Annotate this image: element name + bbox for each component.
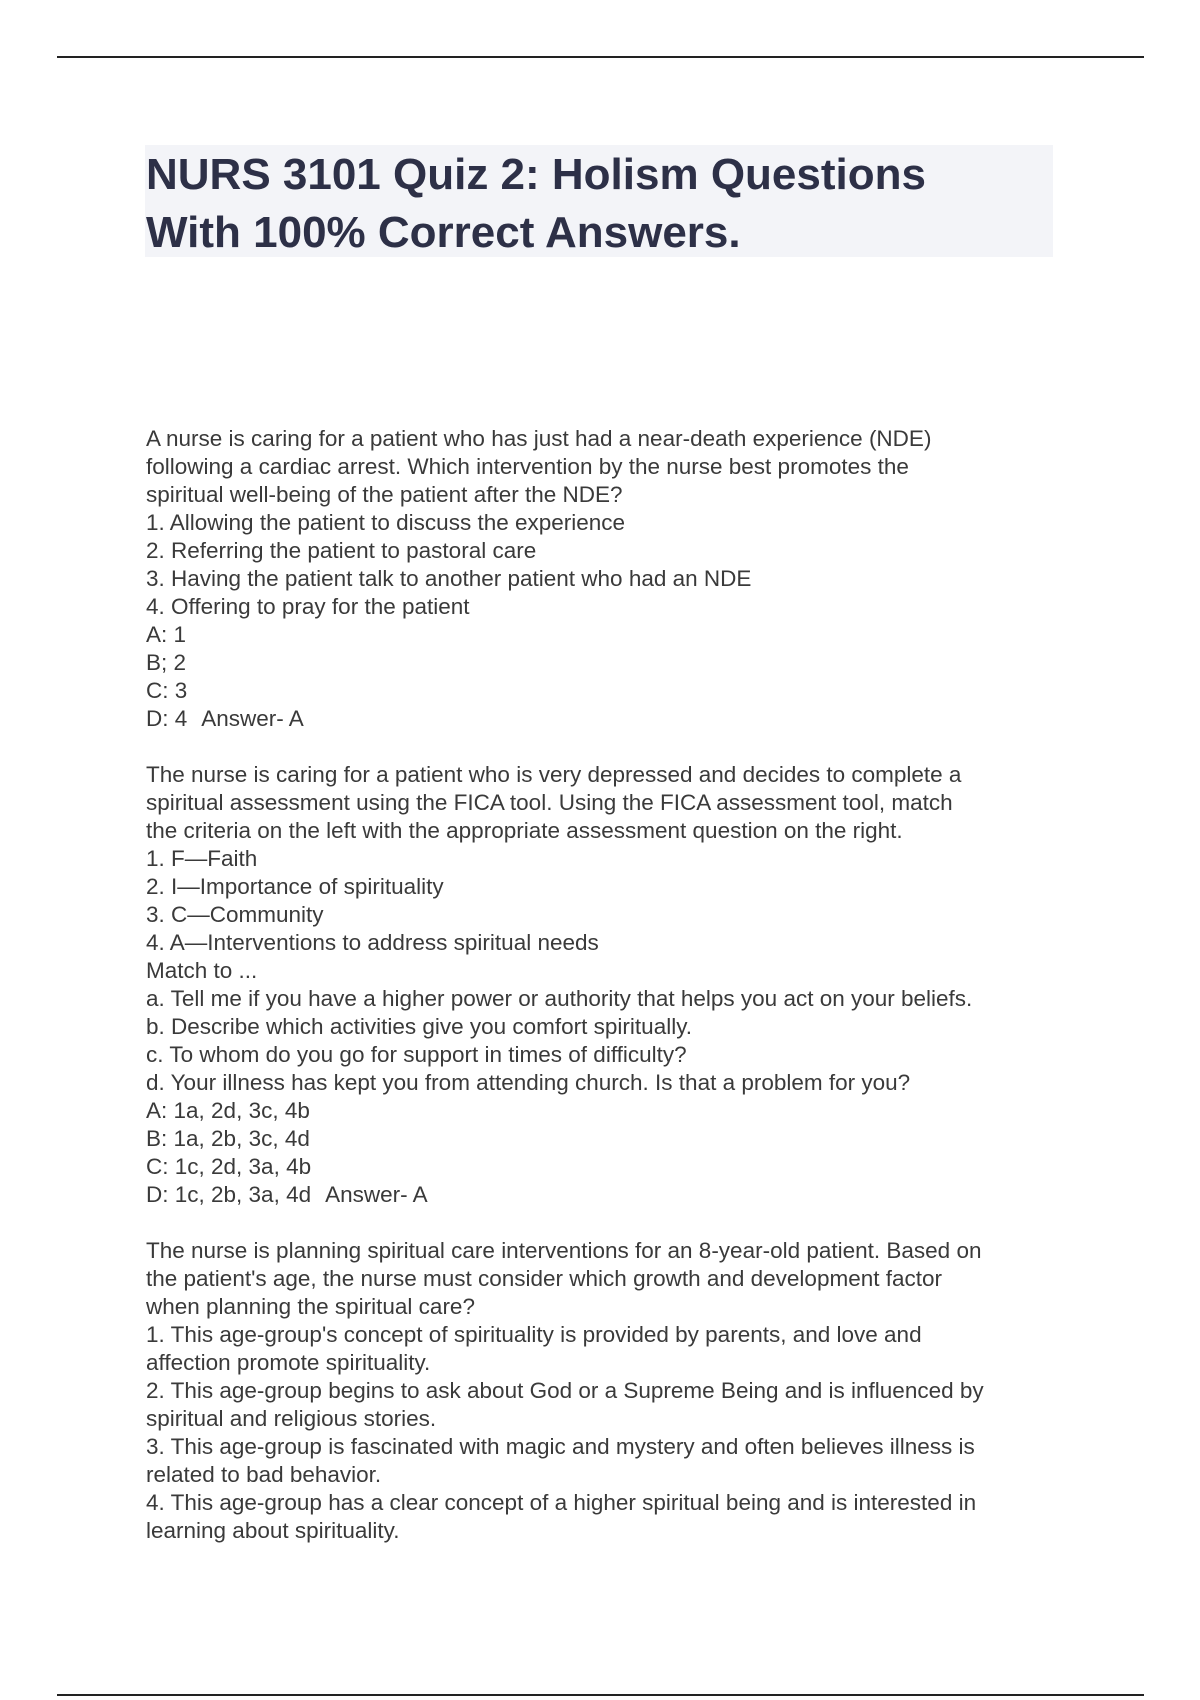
question-1-line: 1. Allowing the patient to discuss the experience	[146, 510, 626, 535]
question-3-line: 1. This age-group's concept of spirituality is provided by parents, and love and	[146, 1322, 922, 1347]
question-1-line: 4. Offering to pray for the patient	[146, 594, 470, 619]
question-2-line: 2. I—Importance of spirituality	[146, 874, 444, 899]
question-3-line: 4. This age-group has a clear concept of a higher spiritual being and is interested in	[146, 1490, 977, 1515]
question-3-line: spiritual and religious stories.	[146, 1406, 437, 1431]
question-1-line: B; 2	[146, 650, 187, 675]
question-2-line: 1. F—Faith	[146, 846, 258, 871]
question-2-line: d. Your illness has kept you from attending church. Is that a problem for you?	[146, 1070, 911, 1095]
question-1	[146, 425, 1066, 733]
question-3-line: The nurse is planning spiritual care interventions for an 8-year-old patient. Based on	[146, 1238, 982, 1263]
question-3-line: 2. This age-group begins to ask about God or a Supreme Being and is influenced by	[146, 1378, 984, 1403]
question-2-answer: Answer- A	[325, 1182, 428, 1207]
question-3-line: when planning the spiritual care?	[146, 1294, 475, 1319]
question-2-line: C: 1c, 2d, 3a, 4b	[146, 1154, 312, 1179]
question-2-line: spiritual assessment using the FICA tool. Using the FICA assessment tool, match	[146, 790, 953, 815]
title-line: With 100% Correct Answers.	[146, 208, 741, 257]
question-1-line: A nurse is caring for a patient who has just had a near-death experience (NDE)	[146, 426, 932, 451]
question-2-line: A: 1a, 2d, 3c, 4b	[146, 1098, 310, 1123]
question-1-answer: Answer- A	[201, 706, 304, 731]
question-2-line: 4. A—Interventions to address spiritual needs	[146, 930, 599, 955]
question-1-line: 3. Having the patient talk to another patient who had an NDE	[146, 566, 752, 591]
question-3-line: learning about spirituality.	[146, 1518, 400, 1543]
question-2-answer-line	[146, 1181, 1066, 1209]
document-body	[146, 425, 1066, 1573]
question-1-answer-line	[146, 705, 1066, 733]
document-title	[146, 146, 926, 262]
question-1-line: spiritual well-being of the patient after the NDE?	[146, 482, 623, 507]
question-3-line: 3. This age-group is fascinated with magic and mystery and often believes illness is	[146, 1434, 975, 1459]
question-3-line: the patient's age, the nurse must consider which growth and development factor	[146, 1266, 943, 1291]
question-1-line: following a cardiac arrest. Which intervention by the nurse best promotes the	[146, 454, 909, 479]
question-1-line: A: 1	[146, 622, 187, 647]
question-1-line: 2. Referring the patient to pastoral care	[146, 538, 537, 563]
question-3	[146, 1237, 1066, 1545]
question-2-line: B: 1a, 2b, 3c, 4d	[146, 1126, 310, 1151]
question-3-line: related to bad behavior.	[146, 1462, 382, 1487]
question-2-line: 3. C—Community	[146, 902, 324, 927]
question-2-line: c. To whom do you go for support in times of difficulty?	[146, 1042, 687, 1067]
question-2-line: b. Describe which activities give you comfort spiritually.	[146, 1014, 693, 1039]
question-2-line: the criteria on the left with the appropriate assessment question on the right.	[146, 818, 903, 843]
question-2-last-option: D: 1c, 2b, 3a, 4d	[146, 1182, 312, 1207]
header-rule	[57, 56, 1144, 58]
title-line: NURS 3101 Quiz 2: Holism Questions	[146, 150, 926, 199]
question-2-line: The nurse is caring for a patient who is very depressed and decides to complete a	[146, 762, 962, 787]
question-1-last-option: D: 4	[146, 706, 188, 731]
footer-rule	[57, 1694, 1144, 1696]
question-2-line: a. Tell me if you have a higher power or authority that helps you act on your beliefs.	[146, 986, 973, 1011]
question-1-line: C: 3	[146, 678, 188, 703]
question-2	[146, 761, 1066, 1209]
question-2-line: Match to ...	[146, 958, 258, 983]
question-3-line: affection promote spirituality.	[146, 1350, 431, 1375]
